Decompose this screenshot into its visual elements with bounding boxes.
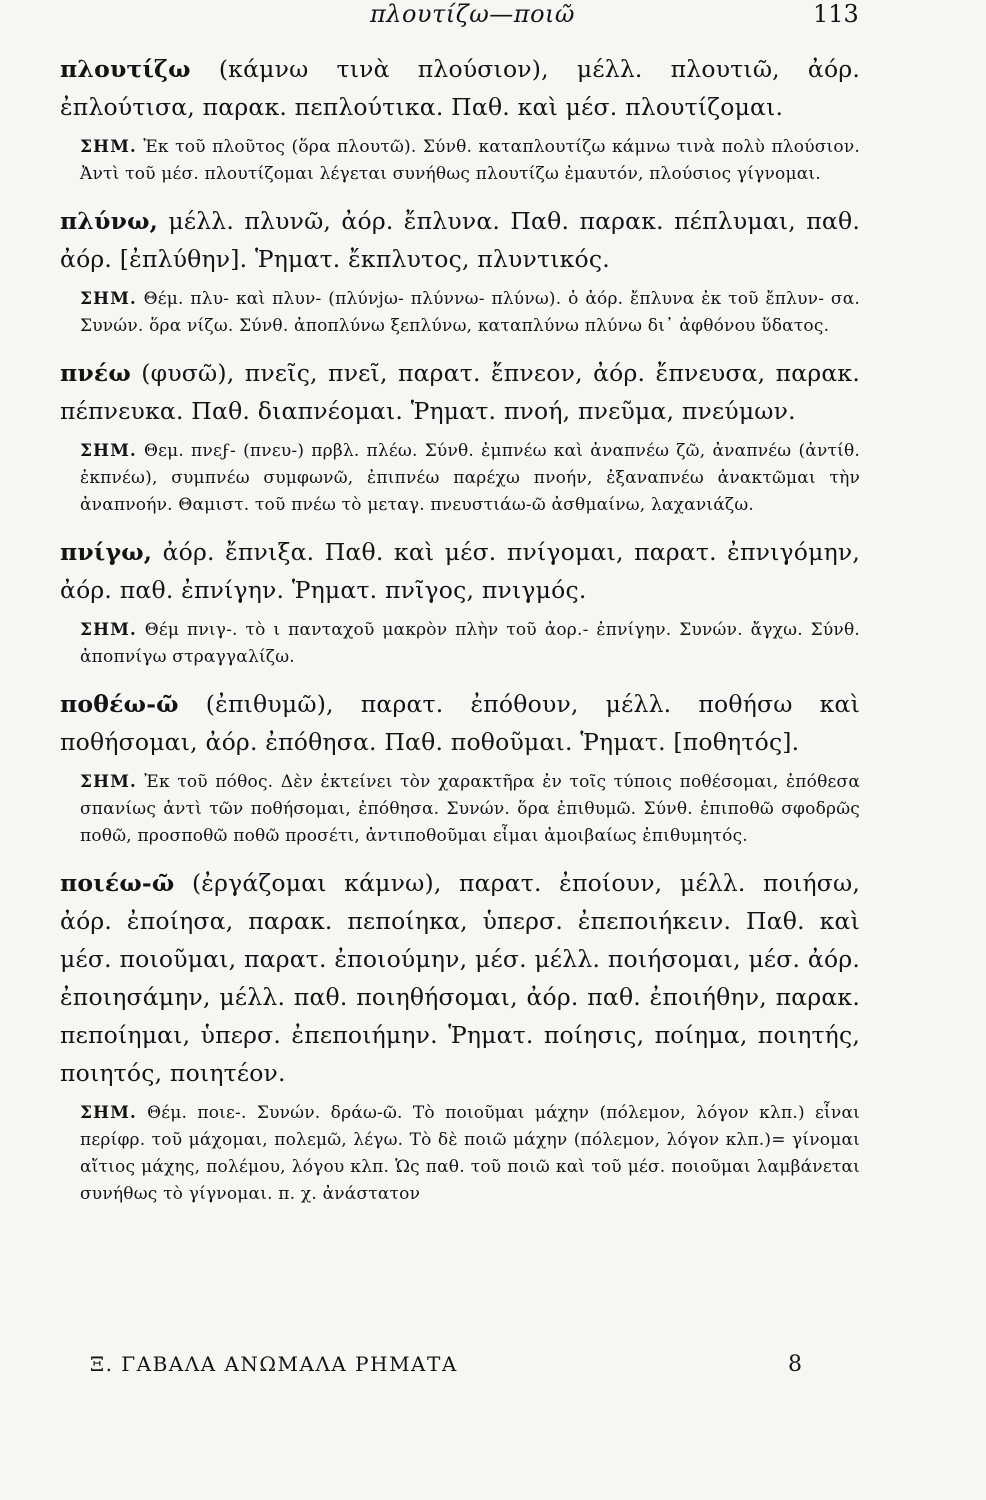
note-text: Ἐκ τοῦ πόθος. Δὲν ἐκτείνει τὸν χαρακτῆρα ἐν τοῖς τύποις ποθέσομαι, ἐπόθεσα σπανίως ἀντὶ τῶν ποθήσομαι, ἐπόθησα. Συνών. ὅρα ἐπιθυμῶ. Σύνθ. ἐπιποθῶ σφοδρῶς ποθῶ, προσποθῶ ποθῶ προσέτι, ἀντιποθοῦμαι εἶμαι ἀμοιβαίως ἐπιθυμητός. — [80, 772, 860, 846]
page-footer — [90, 1352, 850, 1388]
entry-text: (φυσῶ), πνεῖς, πνεῖ, παρατ. ἔπνεον, ἀόρ. ἔπνευσα, παρακ. πέπνευκα. Παθ. διαπνέομαι. Ῥηματ. πνοή, πνεῦμα, πνεύμων. — [60, 359, 860, 425]
entry-text: ἀόρ. ἔπνιξα. Παθ. καὶ μέσ. πνίγομαι, παρατ. ἐπνιγόμην, ἀόρ. παθ. ἐπνίγην. Ῥηματ. πνῖγος, πνιγμός. — [60, 538, 861, 604]
note-text: Ἐκ τοῦ πλοῦτος (ὅρα πλουτῶ). Σύνθ. καταπλουτίζω κάμνω τινὰ πολὺ πλούσιον. Ἀντὶ τοῦ μέσ. πλουτίζομαι λέγεται συνήθως πλουτίζω ἐμαυτόν, πλούσιος γίγνομαι. — [80, 137, 860, 184]
note-text: Θέμ. πλυ- καὶ πλυν- (πλύνjω- πλύννω- πλύνω). ὁ ἀόρ. ἔπλυνα ἐκ τοῦ ἔπλυν- σα. Συνών. ὅρα νίζω. Σύνθ. ἀποπλύνω ξεπλύνω, καταπλύνω πλύνω δι᾽ ἀφθόνου ὕδατος. — [80, 289, 861, 336]
entry-note — [80, 438, 860, 519]
page-header — [0, 0, 986, 30]
entry-pnigo — [60, 533, 860, 671]
note-label: ΣΗΜ. — [80, 441, 137, 461]
entry-lemma: πλουτίζω — [60, 55, 191, 83]
entry-potheo — [60, 685, 860, 850]
note-text: Θεμ. πνεϝ- (πνευ-) πρβλ. πλέω. Σύνθ. ἐμπνέω καὶ ἀναπνέω ζῶ, ἀναπνέω (ἀντίθ. ἐκπνέω), συμπνέω συμφωνῶ, ἐπιπνέω παρέχω πνοήν, ἐξαναπνέω ἀνακτῶμαι τὴν ἀναπνοήν. Θαμιστ. τοῦ πνέω τὸ μεταγ. πνευστιάω-ῶ ἀσθμαίνω, λαχανιάζω. — [80, 441, 860, 515]
note-label: ΣΗΜ. — [80, 772, 137, 792]
entry-lemma: ποιέω-ῶ — [60, 869, 175, 897]
sheet-number: 8 — [788, 1352, 802, 1377]
entry-poieo — [60, 864, 860, 1208]
entry-main — [60, 864, 860, 1092]
note-text: Θέμ πνιγ-. τὸ ι πανταχοῦ μακρὸν πλὴν τοῦ ἀορ.- ἐπνίγην. Συνών. ἄγχω. Σύνθ. ἀποπνίγω στραγγαλίζω. — [80, 620, 861, 667]
entry-pneo — [60, 354, 860, 519]
note-label: ΣΗΜ. — [80, 620, 137, 640]
note-label: ΣΗΜ. — [80, 1103, 137, 1123]
entry-note — [80, 769, 860, 850]
entry-main — [60, 685, 860, 761]
entry-note — [80, 134, 860, 188]
entry-main — [60, 202, 860, 278]
entry-ploutizo — [60, 50, 860, 188]
note-text: Θέμ. ποιε-. Συνών. δράω-ῶ. Τὸ ποιοῦμαι μάχην (πόλεμον, λόγον κλπ.) εἶναι περίφρ. τοῦ μάχομαι, πολεμῶ, λέγω. Τὸ δὲ ποιῶ μάχην (πόλεμον, λόγον κλπ.)= γίνομαι αἴτιος μάχης, πολέμου, λόγου κλπ. Ὡς παθ. τοῦ ποιῶ καὶ τοῦ μέσ. ποιοῦμαι λαμβάνεται συνήθως τὸ γίγνομαι. π. χ. ἀνάστατον — [80, 1103, 860, 1204]
entry-text: μέλλ. πλυνῶ, ἀόρ. ἔπλυνα. Παθ. παρακ. πέπλυμαι, παθ. ἀόρ. [ἐπλύθην]. Ῥηματ. ἔκπλυτος, πλυντικός. — [60, 207, 861, 273]
entry-plyno — [60, 202, 860, 340]
entry-lemma: πλύνω, — [60, 207, 159, 235]
entry-note — [80, 1100, 860, 1208]
entry-note — [80, 286, 860, 340]
note-label: ΣΗΜ. — [80, 137, 137, 157]
entry-main — [60, 50, 860, 126]
entry-text: (κάμνω τινὰ πλούσιον), μέλλ. πλουτιῶ, ἀόρ. ἐπλούτισα, παρακ. πεπλούτικα. Παθ. καὶ μέσ. πλουτίζομαι. — [60, 55, 861, 121]
note-label: ΣΗΜ. — [80, 289, 137, 309]
entry-main — [60, 354, 860, 430]
page-number: 113 — [813, 0, 859, 28]
entry-lemma: ποθέω-ῶ — [60, 690, 179, 718]
entry-main — [60, 533, 860, 609]
entry-lemma: πνίγω, — [60, 538, 153, 566]
entry-note — [80, 617, 860, 671]
running-title: πλουτίζω—ποιῶ — [370, 0, 575, 28]
entry-lemma: πνέω — [60, 359, 131, 387]
entry-text: (ἐργάζομαι κάμνω), παρατ. ἐποίουν, μέλλ. ποιήσω, ἀόρ. ἐποίησα, παρακ. πεποίηκα, ὑπερσ. ἐπεποιήκειν. Παθ. καὶ μέσ. ποιοῦμαι, παρατ. ἐποιούμην, μέσ. μέλλ. ποιήσομαι, μέσ. ἀόρ. ἐποιησάμην, μέλλ. παθ. ποιηθήσομαι, ἀόρ. παθ. ἐποιήθην, παρακ. πεποίημαι, ὑπερσ. ἐπεποιήμην. Ῥηματ. ποίησις, ποίημα, ποιητής, ποιητός, ποιητέον. — [60, 869, 860, 1087]
page-body — [60, 50, 860, 1222]
entry-text: (ἐπιθυμῶ), παρατ. ἐπόθουν, μέλλ. ποθήσω καὶ ποθήσομαι, ἀόρ. ἐπόθησα. Παθ. ποθοῦμαι. Ῥηματ. [ποθητός]. — [60, 690, 860, 756]
signature-line: Ξ. ΓΑΒΑΛΑ ΑΝΩΜΑΛΑ ΡΗΜΑΤΑ — [90, 1352, 458, 1376]
